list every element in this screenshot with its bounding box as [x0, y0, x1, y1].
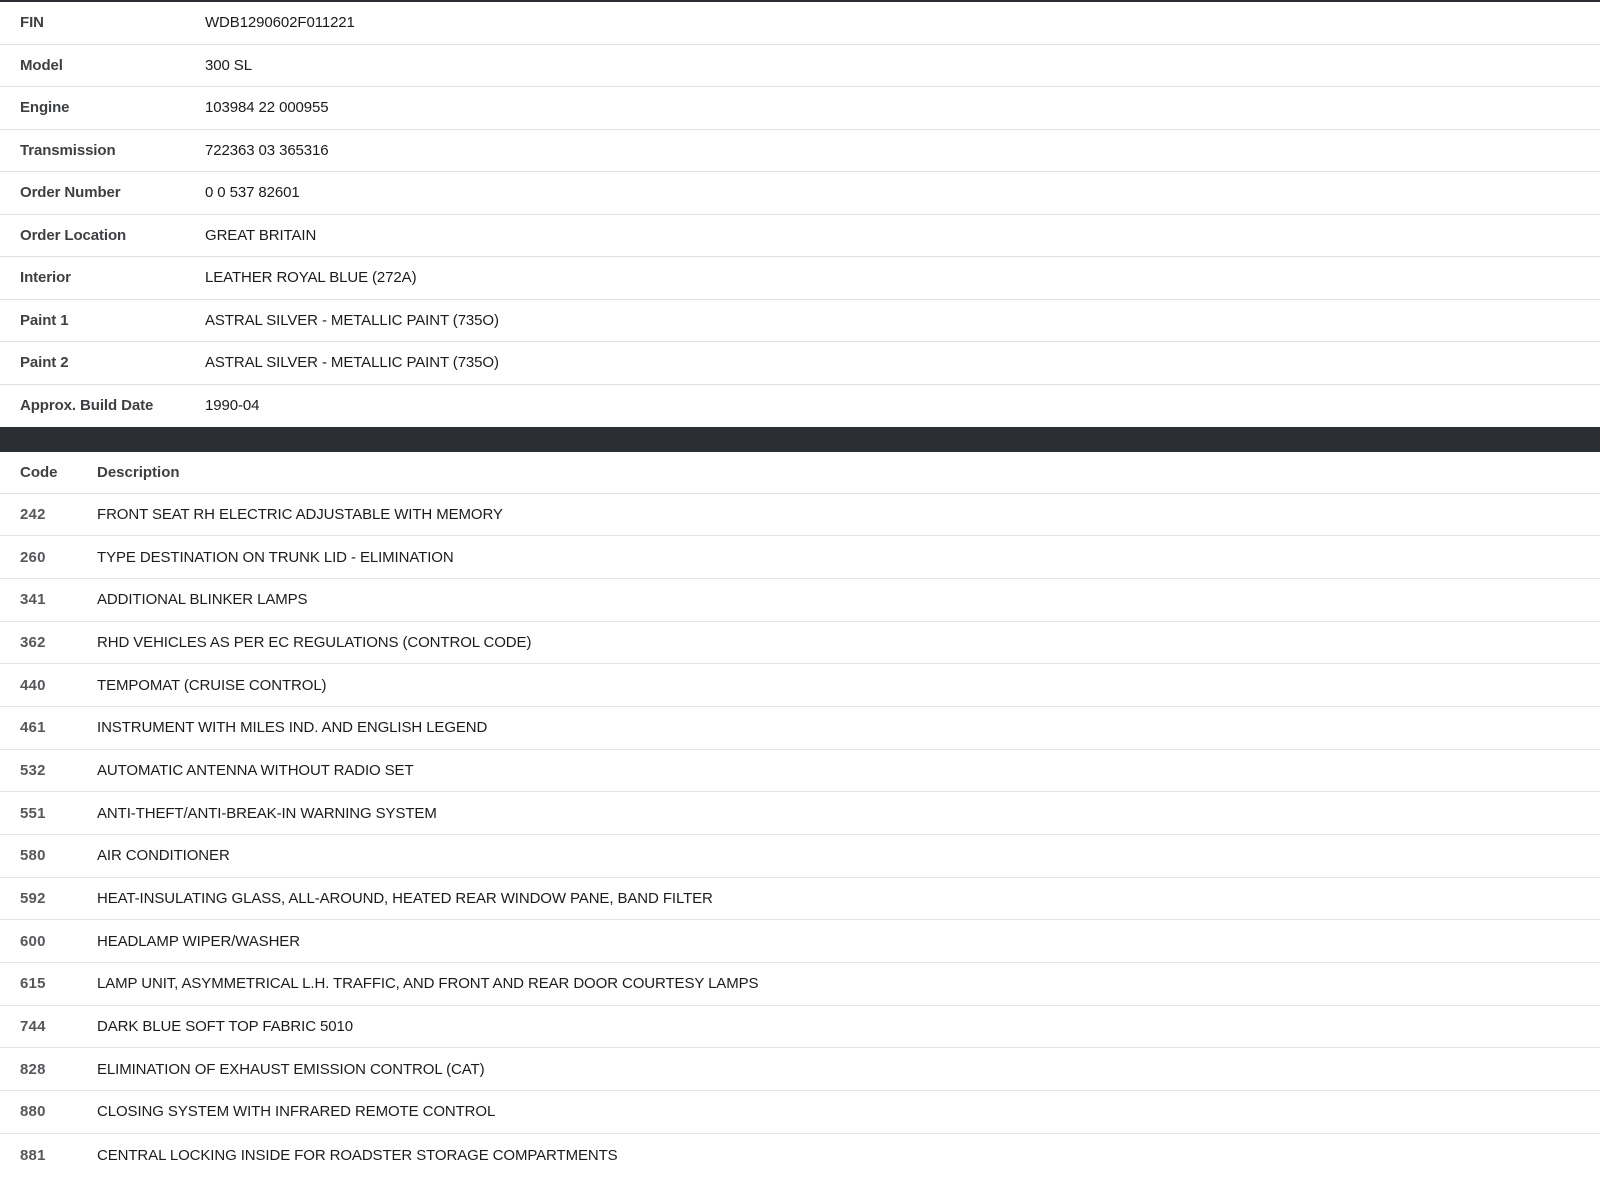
info-value: 300 SL — [205, 56, 252, 74]
option-code: 592 — [20, 890, 46, 908]
info-label: Interior — [20, 269, 71, 287]
option-description: TYPE DESTINATION ON TRUNK LID - ELIMINATION — [97, 548, 454, 566]
option-code: 744 — [20, 1018, 46, 1036]
info-row — [0, 257, 1600, 300]
option-row — [0, 963, 1600, 1006]
option-description: DARK BLUE SOFT TOP FABRIC 5010 — [97, 1018, 353, 1036]
info-label: Engine — [20, 99, 70, 117]
option-description: ADDITIONAL BLINKER LAMPS — [97, 591, 308, 609]
info-row — [0, 87, 1600, 130]
info-value: 0 0 537 82601 — [205, 184, 300, 202]
info-row — [0, 45, 1600, 88]
info-value: GREAT BRITAIN — [205, 226, 317, 244]
vehicle-info-table — [0, 2, 1600, 427]
option-row — [0, 1091, 1600, 1134]
option-row — [0, 750, 1600, 793]
option-description: INSTRUMENT WITH MILES IND. AND ENGLISH LEGEND — [97, 719, 488, 737]
option-code: 615 — [20, 975, 46, 993]
option-description: AIR CONDITIONER — [97, 847, 230, 865]
option-code: 362 — [20, 633, 46, 651]
option-row — [0, 664, 1600, 707]
option-code: 260 — [20, 548, 46, 566]
info-value: ASTRAL SILVER - METALLIC PAINT (735O) — [205, 354, 499, 372]
option-description: HEAT-INSULATING GLASS, ALL-AROUND, HEATED REAR WINDOW PANE, BAND FILTER — [97, 890, 713, 908]
info-value: WDB1290602F011221 — [205, 14, 355, 32]
info-row — [0, 2, 1600, 45]
option-code: 461 — [20, 719, 46, 737]
info-value: 103984 22 000955 — [205, 99, 329, 117]
info-label: Model — [20, 56, 63, 74]
info-row — [0, 172, 1600, 215]
info-row — [0, 300, 1600, 343]
option-row — [0, 835, 1600, 878]
info-label: Approx. Build Date — [20, 397, 154, 415]
option-description: CLOSING SYSTEM WITH INFRARED REMOTE CONTROL — [97, 1103, 496, 1121]
info-label: Paint 1 — [20, 311, 69, 329]
option-code: 580 — [20, 847, 46, 865]
option-description: LAMP UNIT, ASYMMETRICAL L.H. TRAFFIC, AND FRONT AND REAR DOOR COURTESY LAMPS — [97, 975, 759, 993]
info-value: 722363 03 365316 — [205, 141, 329, 159]
options-header-row — [0, 452, 1600, 494]
options-rows — [0, 494, 1600, 1177]
option-description: AUTOMATIC ANTENNA WITHOUT RADIO SET — [97, 761, 414, 779]
option-code: 880 — [20, 1103, 46, 1121]
option-row — [0, 920, 1600, 963]
option-description: FRONT SEAT RH ELECTRIC ADJUSTABLE WITH MEMORY — [97, 505, 503, 523]
option-row — [0, 1048, 1600, 1091]
option-row — [0, 494, 1600, 537]
option-row — [0, 707, 1600, 750]
option-code: 881 — [20, 1146, 46, 1164]
section-divider-bar — [0, 427, 1600, 452]
option-description: RHD VEHICLES AS PER EC REGULATIONS (CONTROL CODE) — [97, 633, 532, 651]
info-row — [0, 215, 1600, 258]
option-code: 828 — [20, 1060, 46, 1078]
option-codes-table — [0, 452, 1600, 1177]
option-row — [0, 536, 1600, 579]
info-label: FIN — [20, 14, 44, 32]
info-row — [0, 385, 1600, 428]
info-label: Paint 2 — [20, 354, 69, 372]
option-code: 551 — [20, 804, 46, 822]
option-code: 532 — [20, 761, 46, 779]
option-row — [0, 1134, 1600, 1177]
option-code: 242 — [20, 505, 46, 523]
option-description: HEADLAMP WIPER/WASHER — [97, 932, 300, 950]
option-row — [0, 878, 1600, 921]
code-column-header: Code — [20, 463, 58, 481]
info-label: Transmission — [20, 141, 116, 159]
option-description: CENTRAL LOCKING INSIDE FOR ROADSTER STORAGE COMPARTMENTS — [97, 1146, 618, 1164]
option-code: 440 — [20, 676, 46, 694]
info-value: LEATHER ROYAL BLUE (272A) — [205, 269, 417, 287]
option-description: ANTI-THEFT/ANTI-BREAK-IN WARNING SYSTEM — [97, 804, 437, 822]
option-row — [0, 579, 1600, 622]
option-description: ELIMINATION OF EXHAUST EMISSION CONTROL (CAT) — [97, 1060, 485, 1078]
option-description: TEMPOMAT (CRUISE CONTROL) — [97, 676, 327, 694]
info-value: ASTRAL SILVER - METALLIC PAINT (735O) — [205, 311, 499, 329]
info-value: 1990-04 — [205, 397, 260, 415]
info-label: Order Location — [20, 226, 127, 244]
option-row — [0, 1006, 1600, 1049]
option-row — [0, 622, 1600, 665]
description-column-header: Description — [97, 463, 180, 481]
info-row — [0, 342, 1600, 385]
option-code: 600 — [20, 932, 46, 950]
option-row — [0, 792, 1600, 835]
option-code: 341 — [20, 591, 46, 609]
info-row — [0, 130, 1600, 173]
info-label: Order Number — [20, 184, 121, 202]
